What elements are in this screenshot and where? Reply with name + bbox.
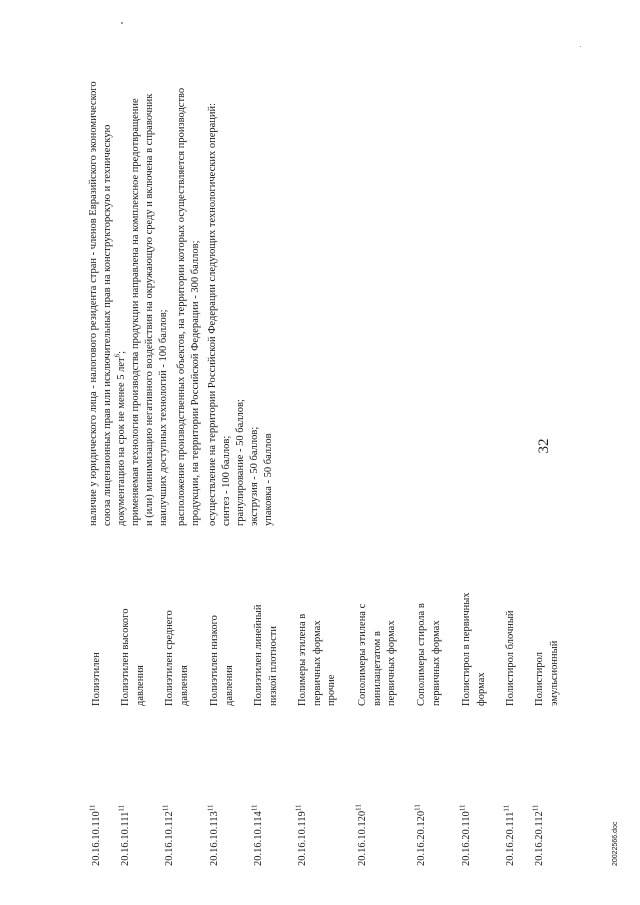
criteria-line: экструзия - 50 баллов; (249, 426, 260, 526)
product-name: Полиэтилен среднего давления (164, 610, 190, 706)
criteria-line: союза лицензионных прав или исключительных прав на конструкторскую и техническую (102, 124, 113, 526)
product-name: Полимеры этилена в первичных формах прочие (297, 613, 337, 706)
product-name: Полистирол блочный (505, 610, 516, 706)
product-code: 20.16.20.112$^{11}$ (531, 804, 545, 866)
product-code: 20.16.10.113$^{11}$ (206, 804, 220, 866)
product-name: Полиэтилен линейный низкой плотности (253, 604, 279, 706)
scan-speck (580, 46, 581, 47)
rotated-page-content (70, 6, 630, 866)
criteria-line: продукции, на территории Российской Федерации - 300 баллов; (190, 240, 201, 526)
product-name: Полиэтилен (91, 652, 102, 706)
criteria-line: синтез - 100 баллов; (221, 435, 232, 526)
product-code: 20.16.10.112$^{11}$ (161, 804, 175, 866)
criteria-line: наличие у юридического лица - налогового резидента стран - членов Евразийского экономического (88, 81, 99, 526)
product-code: 20.16.10.111$^{11}$ (117, 804, 131, 866)
product-code: 20.16.20.120$^{11}$ (413, 804, 427, 866)
criteria-line: расположение производственных объектов, на территории которых осуществляется производство (176, 87, 187, 526)
product-name: Полиэтилен высокого давления (120, 608, 146, 706)
criteria-line: осуществление на территории Российской Федерации следующих технологических операций: (207, 102, 218, 526)
criteria-line: упаковка - 50 баллов (263, 433, 274, 526)
scan-speck (121, 22, 123, 24)
criteria-line: и (или) минимизацию негативного воздействия на окружающую среду и включена в справочник (144, 93, 155, 526)
criteria-line: гранулирование - 50 баллов; (235, 399, 246, 526)
criteria-line: документацию на срок не менее 5 лет$^6$; (113, 350, 127, 526)
product-code: 20.16.20.110$^{11}$ (458, 804, 472, 866)
product-code: 20.16.10.114$^{11}$ (250, 804, 264, 866)
product-name: Сополимеры стирола в первичных формах (416, 603, 442, 706)
product-code: 20.16.10.120$^{11}$ (354, 804, 368, 866)
footer-document-id: 20022566.doc (612, 821, 619, 866)
product-name: Сополимеры этилена с винилацетатом в первичных формах (357, 603, 397, 706)
criteria-line: применяемая технология производства продукции направлена на комплексное предотвращение (130, 98, 141, 526)
page-number: 32 (536, 438, 552, 454)
criteria-line: наилучших доступных технологий - 100 баллов; (158, 309, 169, 526)
product-code: 20.16.20.111$^{11}$ (502, 804, 516, 866)
product-code: 20.16.10.119$^{11}$ (294, 804, 308, 866)
product-name: Полистирол эмульсионный (534, 640, 560, 706)
product-name: Полиэтилен низкого давления (209, 615, 235, 706)
product-name: Полистирол в первичных формах (461, 592, 487, 706)
product-code: 20.16.10.110$^{11}$ (88, 804, 102, 866)
